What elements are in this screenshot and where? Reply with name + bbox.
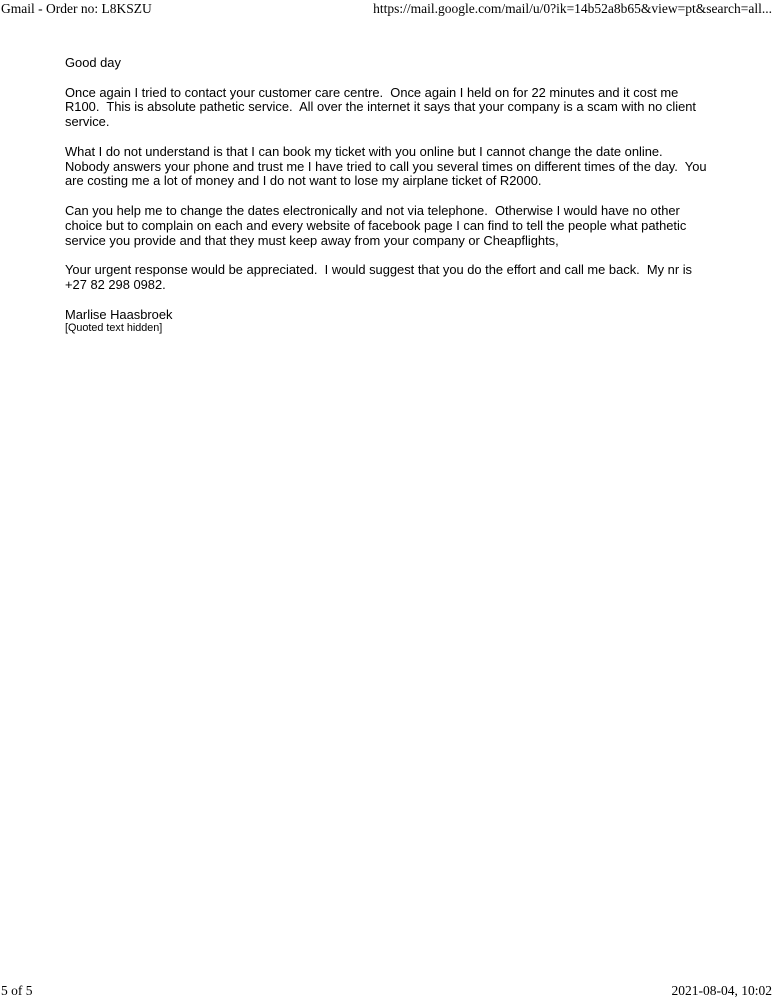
print-timestamp: 2021-08-04, 10:02 xyxy=(671,983,772,998)
page-number: 5 of 5 xyxy=(1,983,33,998)
print-footer xyxy=(1,983,772,998)
email-paragraph: Can you help me to change the dates electronically and not via telephone. Otherwise I would have no other choice but to complain on each and every website of facebook page I can find to tell the people what pathetic service you provide and that they must keep away from your company or Cheapflights, xyxy=(65,202,690,248)
email-signature: Marlise Haasbroek xyxy=(65,306,173,322)
print-header xyxy=(1,1,772,16)
email-greeting: Good day xyxy=(65,55,121,70)
email-paragraph: What I do not understand is that I can book my ticket with you online but I cannot change the date online. Nobody answers your phone and trust me I have tried to call you several times on different times of the day. You are costing me a lot of money and I do not want to lose my airplane ticket of R2000. xyxy=(65,143,711,189)
email-paragraph: Once again I tried to contact your customer care centre. Once again I held on for 22 minutes and it cost me R100. This is absolute pathetic service. All over the internet it says that your company is a scam with no client service. xyxy=(65,84,700,130)
document-url: https://mail.google.com/mail/u/0?ik=14b52a8b65&view=pt&search=all... xyxy=(373,1,772,16)
email-body xyxy=(65,55,711,335)
document-title: Gmail - Order no: L8KSZU xyxy=(1,1,152,16)
quoted-text-hidden-notice: [Quoted text hidden] xyxy=(65,322,163,335)
email-paragraph: Your urgent response would be appreciated. I would suggest that you do the effort and call me back. My nr is +27 82 298 0982. xyxy=(65,262,696,292)
